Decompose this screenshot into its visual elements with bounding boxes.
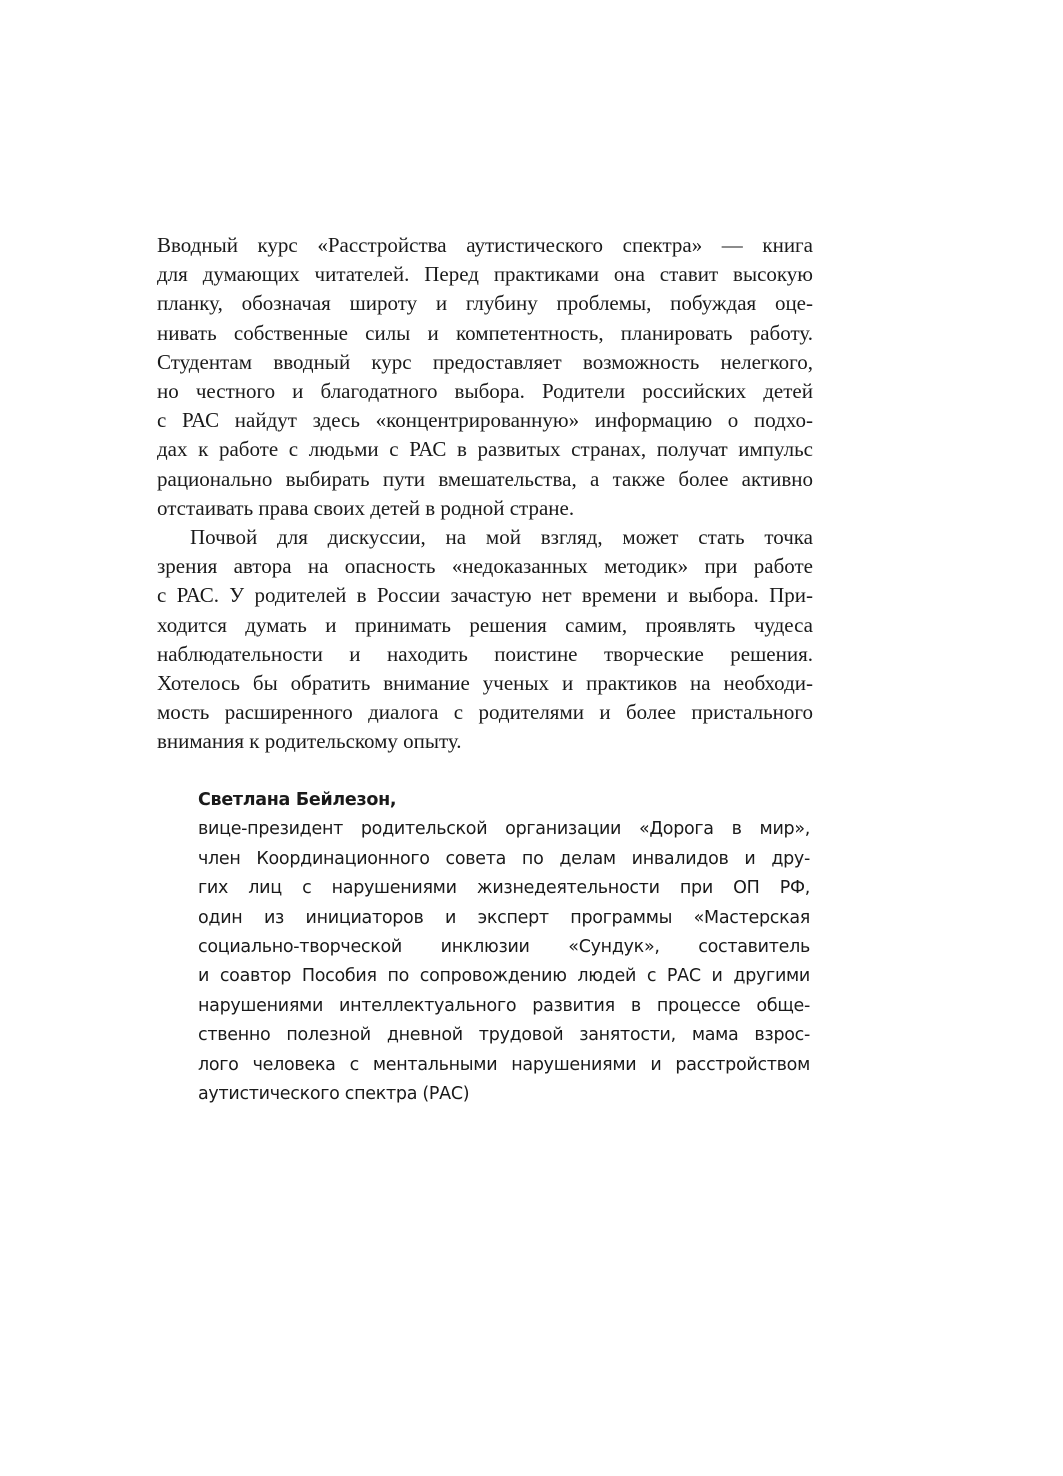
signature-block (198, 786, 810, 1109)
text-line: мость расширенного диалога с родителями и более пристального (157, 700, 813, 725)
text-line: Хотелось бы обратить внимание ученых и практиков на необходи- (157, 670, 813, 695)
text-line: зрения автора на опасность «недоказанных методик» при работе (157, 554, 813, 579)
text-line: Студентам вводный курс предоставляет возможность нелегкого, (157, 349, 813, 374)
text-line: но честного и благодатного выбора. Родители российских детей (157, 378, 813, 403)
text-line: рационально выбирать пути вмешательства, а также более активно (157, 466, 813, 491)
text-line: нивать собственные силы и компетентность, планировать работу. (157, 320, 813, 345)
text-line: Почвой для дискуссии, на мой взгляд, может стать точка (190, 525, 813, 549)
signature-line: вице-президент родительской организации «Дорога в мир», (198, 819, 810, 840)
signature-line: член Координационного совета по делам инвалидов и дру- (198, 848, 810, 869)
text-line: Вводный курс «Расстройства аутистического спектра» — книга (157, 233, 813, 257)
signature-line: и соавтор Пособия по сопровождению людей с РАС и другими (198, 966, 810, 987)
text-line: с РАС найдут здесь «концентрированную» информацию о подхо- (157, 408, 813, 433)
signature-line: социально-творческой инклюзии «Сундук», составитель (198, 936, 810, 957)
text-line: с РАС. У родителей в России зачастую нет времени и выбора. При- (157, 583, 813, 608)
signature-line: ственно полезной дневной трудовой занятости, мама взрос- (198, 1025, 810, 1046)
signature-line: гих лиц с нарушениями жизнедеятельности при ОП РФ, (198, 878, 810, 899)
text-line: ходится думать и принимать решения самим, проявлять чудеса (157, 612, 813, 637)
paragraph-1 (157, 231, 813, 523)
signature-line: нарушениями интеллектуального развития в процессе обще- (198, 995, 810, 1016)
text-line: планку, обозначая широту и глубину проблемы, побуждая оце- (157, 291, 813, 316)
text-line: дах к работе с людьми с РАС в развитых странах, получат импульс (157, 437, 813, 462)
text-line: внимания к родительскому опыту. (157, 729, 462, 754)
signature-line: лого человека с ментальными нарушениями и расстройством (198, 1054, 810, 1075)
text-line: наблюдательности и находить поистине творческие решения. (157, 641, 813, 666)
signature-name: Светлана Бейлезон, (198, 790, 397, 810)
text-line: для думающих читателей. Перед практиками она ставит высокую (157, 262, 813, 287)
signature-line: один из инициаторов и эксперт программы «Мастерская (198, 907, 810, 928)
signature-line: аутистического спектра (РАС) (198, 1083, 470, 1104)
text-line: отстаивать права своих детей в родной стране. (157, 495, 575, 520)
paragraph-2 (157, 523, 813, 757)
